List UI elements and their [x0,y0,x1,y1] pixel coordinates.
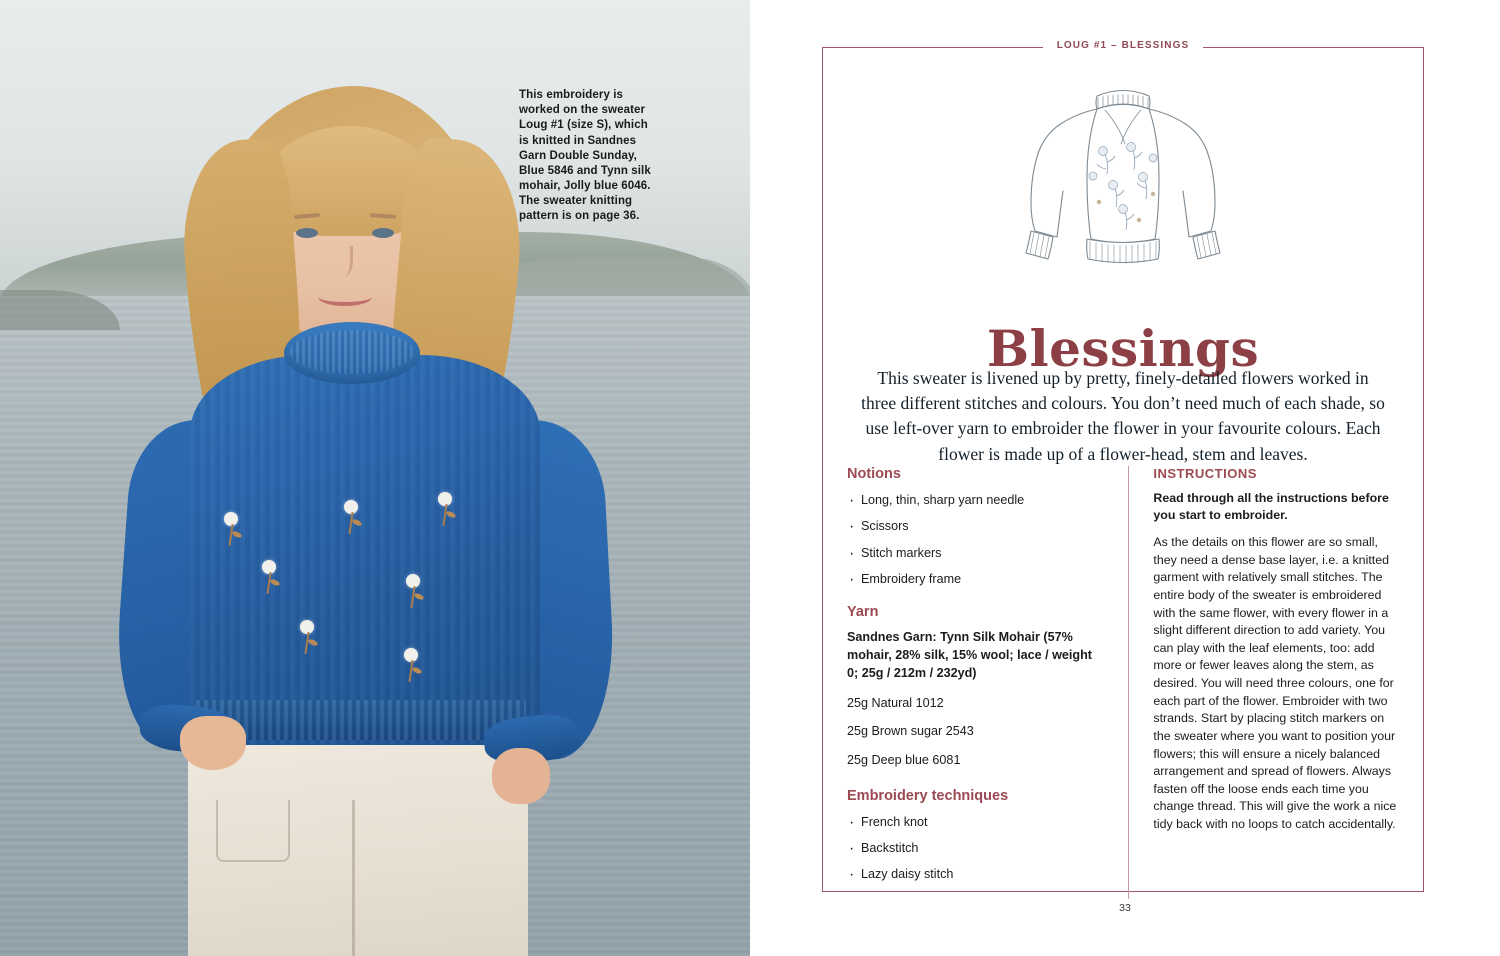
embroidered-flower [224,512,238,526]
list-item: · Scissors [847,517,1100,535]
yarn-heading: Yarn [847,604,879,620]
instructions-lead: Read through all the instructions before you start to embroider. [1153,491,1389,523]
notions-list [847,491,1100,588]
column-right [1128,466,1403,899]
eye-right [372,228,394,238]
instructions-heading: INSTRUCTIONS [1153,466,1257,481]
embroidered-flower [344,500,358,514]
list-item: · French knot [847,813,1100,831]
list-item: · Lazy daisy stitch [847,865,1100,883]
embroidered-flower [438,492,452,506]
yarn-colour: 25g Brown sugar 2543 [847,724,974,739]
knit-texture [190,355,540,745]
text-page [750,0,1500,956]
trouser-seam [352,800,355,956]
list-item: · Backstitch [847,839,1100,857]
hand-right [492,748,550,804]
sweater-illustration [993,70,1253,290]
page-number: 33 [1119,902,1131,914]
mouth [318,288,372,306]
page-title: Blessings [986,318,1260,378]
content-columns [847,466,1403,899]
embroidered-flower [404,648,418,662]
list-item: · Embroidery frame [847,570,1100,588]
photo-caption: This embroidery is worked on the sweater Loug #1 (size S), which is knitted in Sandnes Garn Double Sunday, Blue 5846 and Tynn silk mohair, Jolly blue 6046. The sweater knitting pattern is on page 36. [519,89,651,223]
eye-left [296,228,318,238]
nose [336,246,353,276]
page-border [822,40,1424,892]
instructions-body: As the details on this flower are so small, they need a dense base layer, i.e. a knitted garment with relatively small stitches. The entire body of the sweater is embroidered with the same flower, with every flower in a slight different direction to add variety. You can play with the leaf elements, too: add more or fewer leaves along the stem, as desired. You will need three colours, one for each part of the flower. Embroider with two strands. Start by placing stitch markers on the sweater where you want to position your flowers; this will ensure a nicely balanced arrangement and spread of flowers. Always fasten off the loose ends each time you change thread. This will give the work a nice tidy back with no loops to catch accidentally. [1153,535,1397,831]
hand-left [180,716,246,770]
embroidered-flower [300,620,314,634]
running-head [823,40,1423,51]
yarn-detail: Sandnes Garn: Tynn Silk Mohair (57% mohair, 28% silk, 15% wool; lace / weight 0; 25g / 212m / 232yd) [847,630,1092,680]
sweater-collar [284,322,420,384]
column-left [847,466,1100,899]
intro-paragraph: This sweater is livened up by pretty, finely-detailed flowers worked in three different stitches and colours. You don’t need much of each shade, so use left-over yarn to embroider the flower in your favourite colours. Each flower is made up of a flower-head, stem and leaves. [861,367,1385,464]
trouser-pocket [216,800,290,862]
list-item: · Stitch markers [847,544,1100,562]
yarn-colour: 25g Deep blue 6081 [847,752,961,767]
embroidered-flower [262,560,276,574]
notions-heading: Notions [847,466,901,482]
techniques-list [847,813,1100,884]
yarn-colour: 25g Natural 1012 [847,695,944,710]
embroidered-flower [406,574,420,588]
list-item: · Long, thin, sharp yarn needle [847,491,1100,509]
techniques-heading: Embroidery techniques [847,787,1009,804]
running-head-label: LOUG #1 – BLESSINGS [1043,40,1204,51]
